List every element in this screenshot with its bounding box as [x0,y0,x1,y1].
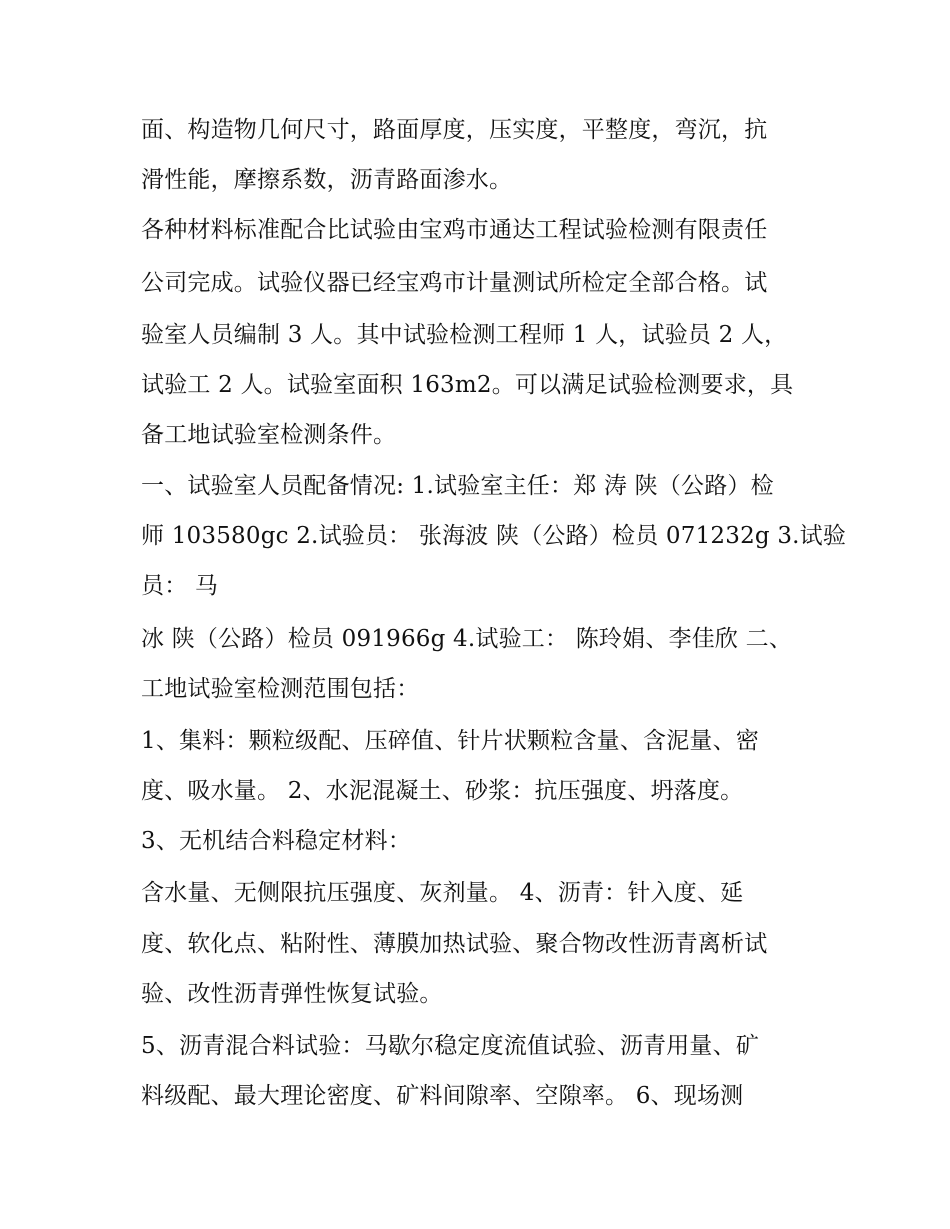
text-line: 各种材料标准配合比试验由宝鸡市通达工程试验检测有限责任 [141,217,768,243]
text-line: 料级配、最大理论密度、矿料间隙率、空隙率。 6、现场测 [141,1083,744,1109]
text-line: 5、沥青混合料试验：马歇尔稳定度流值试验、沥青用量、矿 [141,1033,760,1059]
text-line: 3、无机结合料稳定材料： [141,828,412,854]
text-line: 含水量、无侧限抗压强度、灰剂量。 4、沥青：针入度、延 [141,880,744,906]
text-line: 一、试验室人员配备情况: 1.试验室主任：郑 涛 陕（公路）检 [141,473,774,499]
text-line: 公司完成。试验仪器已经宝鸡市计量测试所检定全部合格。试 [141,270,768,296]
text-line: 度、软化点、粘附性、薄膜加热试验、聚合物改性沥青离析试 [141,931,768,957]
text-line: 备工地试验室检测条件。 [141,422,397,448]
text-line: 员： 马 [141,573,219,599]
text-line: 试验工 2 人。试验室面积 163m2。可以满足试验检测要求，具 [141,372,794,398]
text-line: 1、集料：颗粒级配、压碎值、针片状颗粒含量、含泥量、密 [141,728,760,754]
text-line: 度、吸水量。 2、水泥混凝土、砂浆：抗压强度、坍落度。 [141,778,744,804]
text-line: 验、改性沥青弹性恢复试验。 [141,981,443,1007]
text-line: 冰 陕（公路）检员 091966g 4.试验工： 陈玲娟、李佳欣 二、 [141,626,793,652]
text-line: 验室人员编制 3 人。其中试验检测工程师 1 人，试验员 2 人， [141,322,788,348]
text-line: 面、构造物几何尺寸，路面厚度，压实度，平整度，弯沉，抗 [141,117,768,143]
text-line: 工地试验室检测范围包括： [141,676,420,702]
text-line: 滑性能，摩擦系数，沥青路面渗水。 [141,167,513,193]
text-line: 师 103580gc 2.试验员： 张海波 陕（公路）检员 071232g 3.试验 [141,523,847,549]
